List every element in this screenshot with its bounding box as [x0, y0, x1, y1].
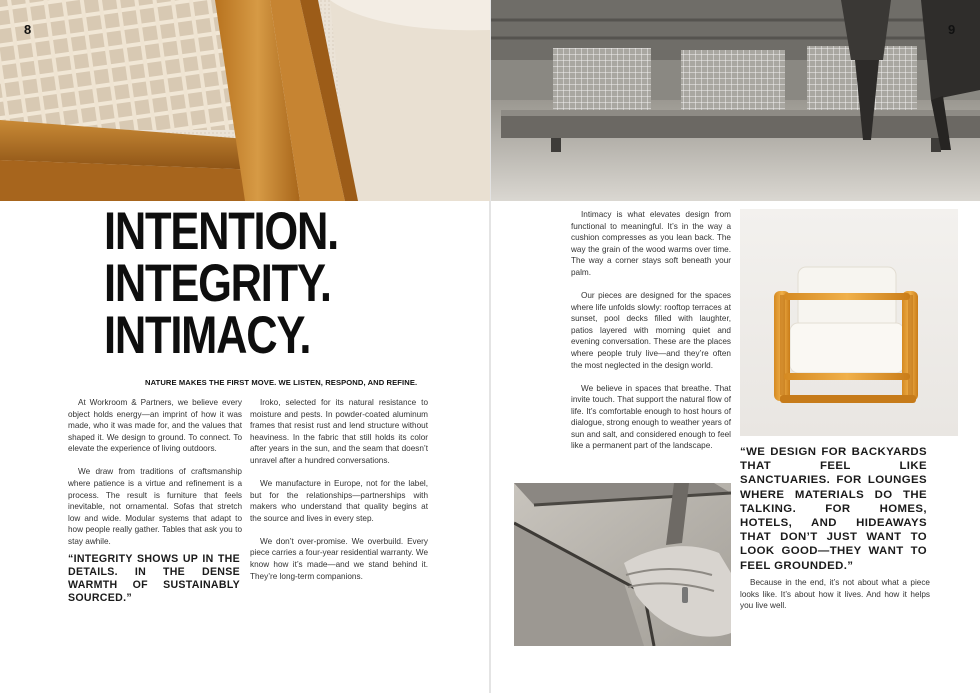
paragraph: We draw from traditions of craftsmanship where patience is a virtue and refinement is a process. The result is furniture that feels inevitable, not ornamental. Sofas that stretch low and wide. Modular systems that adapt to how people really gather. Tables that ask you to stay awhile.: [68, 467, 242, 546]
headline-line-2: INTEGRITY.: [104, 254, 331, 313]
body-column-3: [571, 209, 731, 463]
headline-line-3: INTIMACY.: [104, 306, 311, 365]
pull-quote-backyards: “WE DESIGN FOR BACKYARDS THAT FEEL LIKE SANCTUARIES. FOR LOUNGES WHERE MATERIALS DO THE TALKING. FOR HOMES, HOTELS, AND HIDEAWAYS THAT DON’T JUST WANT TO LOOK GOOD—THEY WANT TO FEEL GROUNDED.”: [740, 446, 927, 572]
paragraph: Intimacy is what elevates design from functional to meaningful. It’s in the way a cushion compresses as you lean back. The way the grain of the wood warms over time. The way a corner stays soft beneath your palm.: [571, 210, 731, 277]
hand-wood-photo: [514, 483, 731, 646]
paragraph: Our pieces are designed for the spaces where life unfolds slowly: rooftop terraces at sunset, pool decks filled with laughter, patios layered with morning quiet and evening conversation. These are the places where people truly live—and they’re often the most neglected in the design world.: [571, 290, 731, 370]
headline-line-1: INTENTION.: [104, 202, 338, 261]
body-column-2: [250, 397, 428, 593]
paragraph: We don’t over-promise. We overbuild. Every piece carries a four-year residential warranty. We know how it’s made—and we stand behind it. They’re long-term companions.: [250, 536, 428, 581]
paragraph: Because in the end, it’s not about what a piece looks like. It’s about how it lives. And how it helps you live well.: [740, 578, 930, 611]
body-column-4: [740, 577, 930, 623]
paragraph: At Workroom & Partners, we believe every object holds energy—an imprint of how it was made, who it was made for, and the values that shaped it. We design to ground. To connect. To elevate the experience of living outdoors.: [68, 398, 242, 454]
page-number-left: 8: [24, 22, 32, 37]
paragraph: Iroko, selected for its natural resistance to moisture and pests. In powder-coated aluminum frames that resist rust and lend structure without heaviness. In the fabric that still holds its color after years in the sun, and the seam that doesn’t unravel after a hundred conversations.: [250, 398, 428, 465]
pull-quote-integrity: “INTEGRITY SHOWS UP IN THE DETAILS. IN THE DENSE WARMTH OF SUSTAINABLY SOURCED.”: [68, 553, 240, 604]
woven-frame-photo: [0, 0, 490, 201]
lounge-chair-photo: [740, 209, 958, 436]
tagline: NATURE MAKES THE FIRST MOVE. WE LISTEN, RESPOND, AND REFINE.: [145, 378, 418, 387]
paragraph: We believe in spaces that breathe. That invite touch. That support the natural flow of life. It’s comfortable enough to host hours of dialogue, strong enough to weather years of sun and salt, and considered enough to feel like a permanent part of the landscape.: [571, 383, 731, 451]
body-column-1: [68, 397, 242, 559]
paragraph: We manufacture in Europe, not for the label, but for the relationships—partnerships with makers who understand that quality begins at the source and lives in every step.: [250, 478, 428, 523]
workshop-photo: [491, 0, 980, 201]
page-number-right: 9: [948, 22, 956, 37]
headline: [104, 202, 338, 365]
